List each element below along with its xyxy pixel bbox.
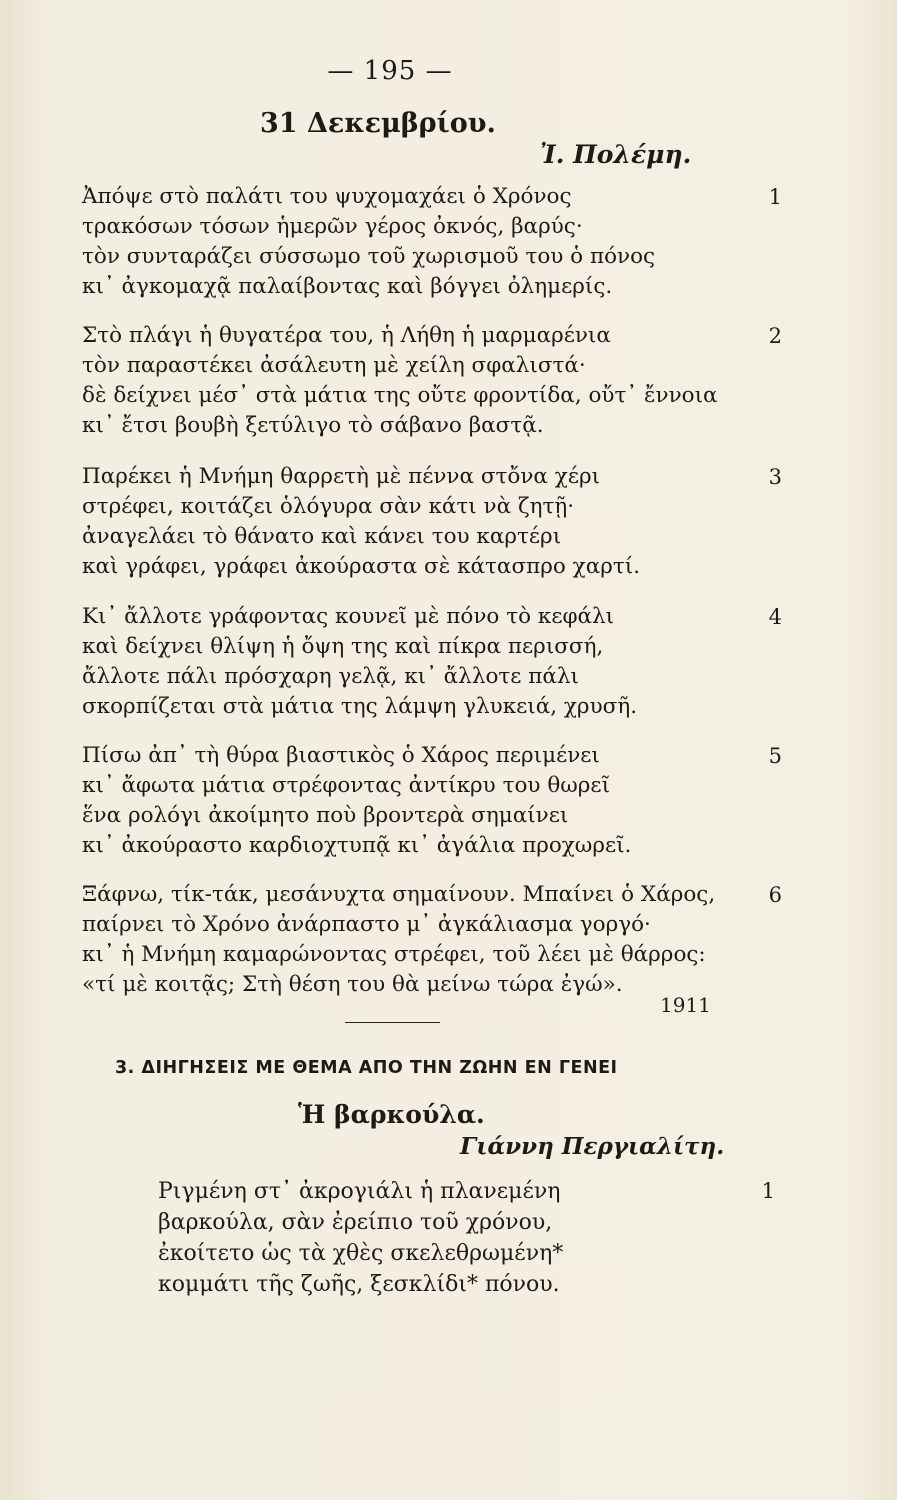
verse-line: Ἀπόψε στὸ παλάτι του ψυχομαχάει ὁ Χρόνος <box>82 184 572 209</box>
verse-line: κι᾿ ἄφωτα μάτια στρέφοντας ἀντίκρυ του θωρεῖ <box>82 773 610 798</box>
verse-line: παίρνει τὸ Χρόνο ἀνάρπαστο μ᾿ ἀγκάλιασμα γοργό· <box>82 912 651 937</box>
verse-line: ἕνα ρολόγι ἀκοίμητο ποὺ βροντερὰ σημαίνει <box>82 803 569 828</box>
stanza <box>82 602 782 722</box>
stanza-number: 2 <box>768 324 782 348</box>
stanza-number: 6 <box>768 883 782 907</box>
stanza-number: 1 <box>768 185 782 209</box>
verse-line: κομμάτι τῆς ζωῆς, ξεσκλίδι* πόνου. <box>158 1272 560 1297</box>
verse-line: κι᾿ ἀκούραστο καρδιοχτυπᾷ κι᾿ ἀγάλια προχωρεῖ. <box>82 833 632 858</box>
stanza <box>82 462 782 582</box>
verse-line: Παρέκει ἡ Μνήμη θαρρετὴ μὲ πέννα στὄνα χέρι <box>82 464 601 489</box>
stanza-number: 3 <box>768 465 782 489</box>
stanza <box>82 321 782 441</box>
verse-line: στρέφει, κοιτάζει ὁλόγυρα σὰν κάτι νὰ ζητῇ· <box>82 494 575 519</box>
poem-author: Γιάννη Περγιαλίτη. <box>460 1133 725 1160</box>
verse-line: ἄλλοτε πάλι πρόσχαρη γελᾷ, κι᾿ ἄλλοτε πάλι <box>82 664 579 689</box>
stanza-number: 5 <box>768 744 782 768</box>
section-divider <box>345 1022 440 1023</box>
stanza <box>82 880 782 1000</box>
verse-line: Στὸ πλάγι ἡ θυγατέρα του, ἡ Λήθη ἡ μαρμαρένια <box>82 323 611 348</box>
verse-line: Ριγμένη στ᾿ ἀκρογιάλι ἡ πλανεμένη <box>158 1179 561 1204</box>
poem-title: 31 Δεκεμβρίου. <box>260 108 496 139</box>
page-number: — 195 — <box>327 56 453 86</box>
verse-line: Πίσω ἀπ᾿ τὴ θύρα βιαστικὸς ὁ Χάρος περιμένει <box>82 743 600 768</box>
verse-line: κι᾿ ἀγκομαχᾷ παλαίβοντας καὶ βόγγει ὀλημερίς. <box>82 274 613 299</box>
stanza <box>158 1176 775 1300</box>
verse-line: Κι᾿ ἄλλοτε γράφοντας κουνεῖ μὲ πόνο τὸ κεφάλι <box>82 604 615 629</box>
verse-line: σκορπίζεται στὰ μάτια της λάμψη γλυκειά, χρυσῆ. <box>82 694 638 719</box>
stanza-number: 4 <box>768 605 782 629</box>
verse-line: «τί μὲ κοιτᾷς; Στὴ θέση του θὰ μείνω τώρα ἐγώ». <box>82 972 623 997</box>
poem-title: Ἡ βαρκούλα. <box>298 1100 485 1129</box>
stanza-number: 1 <box>761 1179 775 1203</box>
verse-line: Ξάφνω, τίκ-τάκ, μεσάνυχτα σημαίνουν. Μπαίνει ὁ Χάρος, <box>82 882 716 907</box>
verse-line: κι᾿ ἔτσι βουβὴ ξετύλιγο τὸ σάβανο βαστᾷ. <box>82 413 544 438</box>
stanza <box>82 741 782 861</box>
poem-author: Ἰ. Πολέμη. <box>540 140 692 169</box>
poem-year: 1911 <box>660 993 711 1017</box>
verse-line: κι᾿ ἡ Μνήμη καμαρώνοντας στρέφει, τοῦ λέει μὲ θάρρος: <box>82 942 706 967</box>
stanza <box>82 182 782 302</box>
verse-line: βαρκούλα, σὰν ἐρείπιο τοῦ χρόνου, <box>158 1210 553 1235</box>
section-heading: 3. ΔΙΗΓΗΣΕΙΣ ΜΕ ΘΕΜΑ ΑΠΟ ΤΗΝ ΖΩΗΝ ΕΝ ΓΕΝΕΙ <box>115 1058 618 1078</box>
verse-line: καὶ δείχνει θλίψη ἡ ὄψη της καὶ πίκρα περισσή, <box>82 634 604 659</box>
verse-line: καὶ γράφει, γράφει ἀκούραστα σὲ κάτασπρο χαρτί. <box>82 554 641 579</box>
verse-line: τὸν παραστέκει ἀσάλευτη μὲ χείλη σφαλιστά· <box>82 353 586 378</box>
verse-line: δὲ δείχνει μέσ᾿ στὰ μάτια της οὔτε φροντίδα, οὔτ᾿ ἔννοια <box>82 383 718 408</box>
verse-line: ἐκοίτετο ὡς τὰ χθὲς σκελεθρωμένη* <box>158 1241 564 1266</box>
verse-line: τὸν συνταράζει σύσσωμο τοῦ χωρισμοῦ του ὁ πόνος <box>82 244 656 269</box>
verse-line: τρακόσων τόσων ἡμερῶν γέρος ὀκνός, βαρύς· <box>82 214 583 239</box>
verse-line: ἀναγελάει τὸ θάνατο καὶ κάνει του καρτέρι <box>82 524 562 549</box>
